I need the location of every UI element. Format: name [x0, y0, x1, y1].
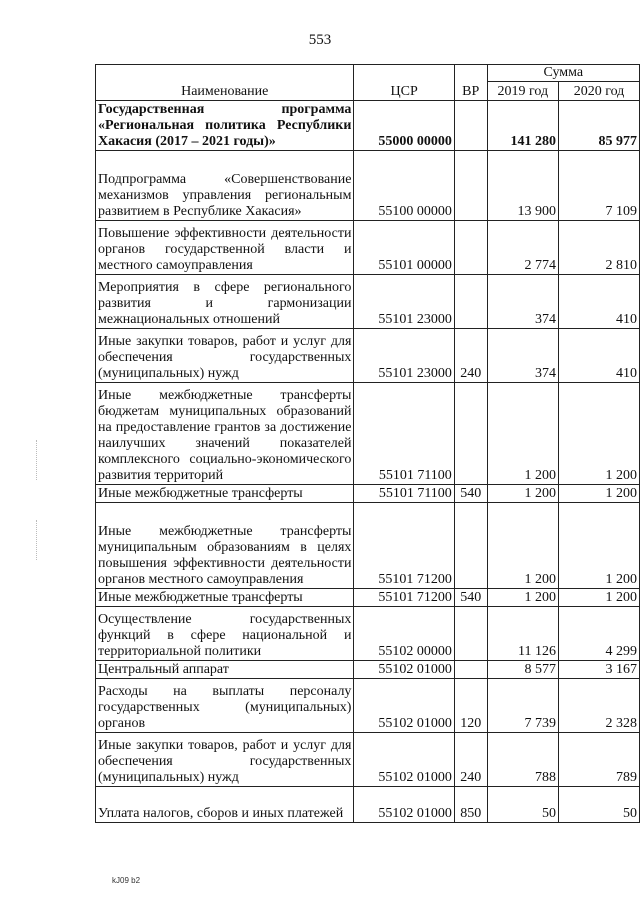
row-name: Осуществление государственных функций в сфере национальной и территориальной политики [96, 607, 354, 661]
row-name: Мероприятия в сфере регионального развития и гармонизации межнациональных отношений [96, 275, 354, 329]
header-vr: ВР [454, 65, 487, 101]
header-year-2020: 2020 год [559, 82, 640, 101]
row-sum-2020: 1 200 [559, 589, 640, 607]
row-vr: 540 [454, 589, 487, 607]
row-csr: 55102 01000 [354, 787, 454, 823]
row-csr: 55101 71100 [354, 383, 454, 485]
row-vr: 540 [454, 485, 487, 503]
row-sum-2020: 7 109 [559, 151, 640, 221]
row-csr: 55102 01000 [354, 661, 454, 679]
row-name: Повышение эффективности деятельности органов государственной власти и местного самоуправления [96, 221, 354, 275]
table-row [96, 787, 640, 823]
row-sum-2019: 8 577 [487, 661, 558, 679]
table-row [96, 503, 640, 589]
footer-code: kJ09 b2 [112, 876, 141, 885]
table-row [96, 329, 640, 383]
row-vr: 240 [454, 329, 487, 383]
row-vr [454, 503, 487, 589]
row-csr: 55101 71200 [354, 589, 454, 607]
row-name: Подпрограмма «Совершенствование механизмов управления региональным развитием в Республике Хакасия» [96, 151, 354, 221]
row-sum-2020: 4 299 [559, 607, 640, 661]
table-row [96, 221, 640, 275]
row-sum-2019: 13 900 [487, 151, 558, 221]
row-vr [454, 383, 487, 485]
row-sum-2020: 1 200 [559, 503, 640, 589]
row-csr: 55101 71100 [354, 485, 454, 503]
row-name: Иные межбюджетные трансферты [96, 485, 354, 503]
row-sum-2019: 1 200 [487, 485, 558, 503]
table-row [96, 661, 640, 679]
row-sum-2019: 1 200 [487, 589, 558, 607]
row-csr: 55101 23000 [354, 329, 454, 383]
row-sum-2020: 85 977 [559, 101, 640, 151]
row-sum-2020: 410 [559, 329, 640, 383]
row-name: Иные межбюджетные трансферты муниципальным образованиям в целях повышения эффективности деятельности органов местного самоуправления [96, 503, 354, 589]
row-sum-2019: 50 [487, 787, 558, 823]
row-sum-2020: 3 167 [559, 661, 640, 679]
scan-margin-mark [36, 520, 39, 560]
row-sum-2020: 410 [559, 275, 640, 329]
row-name: Государственная программа «Региональная политика Республики Хакасия (2017 – 2021 годы)» [96, 101, 354, 151]
row-vr [454, 151, 487, 221]
row-sum-2019: 141 280 [487, 101, 558, 151]
row-sum-2020: 789 [559, 733, 640, 787]
table-body [96, 101, 640, 823]
row-sum-2020: 2 328 [559, 679, 640, 733]
table-row [96, 589, 640, 607]
table-row [96, 733, 640, 787]
row-sum-2020: 1 200 [559, 485, 640, 503]
row-sum-2020: 1 200 [559, 383, 640, 485]
row-sum-2020: 50 [559, 787, 640, 823]
row-vr: 850 [454, 787, 487, 823]
row-csr: 55000 00000 [354, 101, 454, 151]
row-name: Иные закупки товаров, работ и услуг для обеспечения государственных (муниципальных) нужд [96, 329, 354, 383]
header-year-2019: 2019 год [487, 82, 558, 101]
row-sum-2019: 1 200 [487, 503, 558, 589]
row-sum-2020: 2 810 [559, 221, 640, 275]
row-vr [454, 607, 487, 661]
table-row [96, 275, 640, 329]
table-row [96, 101, 640, 151]
row-csr: 55101 23000 [354, 275, 454, 329]
row-csr: 55102 01000 [354, 679, 454, 733]
row-vr [454, 275, 487, 329]
budget-table [95, 64, 640, 823]
row-name: Центральный аппарат [96, 661, 354, 679]
scan-margin-mark [36, 440, 39, 480]
row-name: Иные закупки товаров, работ и услуг для обеспечения государственных (муниципальных) нужд [96, 733, 354, 787]
header-name: Наименование [96, 65, 354, 101]
table-row [96, 679, 640, 733]
row-vr [454, 101, 487, 151]
row-csr: 55101 71200 [354, 503, 454, 589]
row-vr: 240 [454, 733, 487, 787]
table-row [96, 607, 640, 661]
header-csr: ЦСР [354, 65, 454, 101]
table-row [96, 383, 640, 485]
row-csr: 55100 00000 [354, 151, 454, 221]
row-name: Иные межбюджетные трансферты бюджетам муниципальных образований на предоставление грантов за достижение наилучших значений показателей комплексного социально-экономического развития территорий [96, 383, 354, 485]
table-row [96, 151, 640, 221]
header-sum: Сумма [487, 65, 639, 82]
row-sum-2019: 374 [487, 329, 558, 383]
row-sum-2019: 788 [487, 733, 558, 787]
row-vr: 120 [454, 679, 487, 733]
row-sum-2019: 7 739 [487, 679, 558, 733]
row-csr: 55102 01000 [354, 733, 454, 787]
row-sum-2019: 1 200 [487, 383, 558, 485]
row-name: Расходы на выплаты персоналу государственных (муниципальных) органов [96, 679, 354, 733]
page-number: 553 [308, 32, 332, 48]
row-csr: 55101 00000 [354, 221, 454, 275]
row-sum-2019: 374 [487, 275, 558, 329]
row-sum-2019: 2 774 [487, 221, 558, 275]
row-name: Иные межбюджетные трансферты [96, 589, 354, 607]
row-sum-2019: 11 126 [487, 607, 558, 661]
row-vr [454, 661, 487, 679]
row-csr: 55102 00000 [354, 607, 454, 661]
row-vr [454, 221, 487, 275]
row-name: Уплата налогов, сборов и иных платежей [96, 787, 354, 823]
table-row [96, 485, 640, 503]
